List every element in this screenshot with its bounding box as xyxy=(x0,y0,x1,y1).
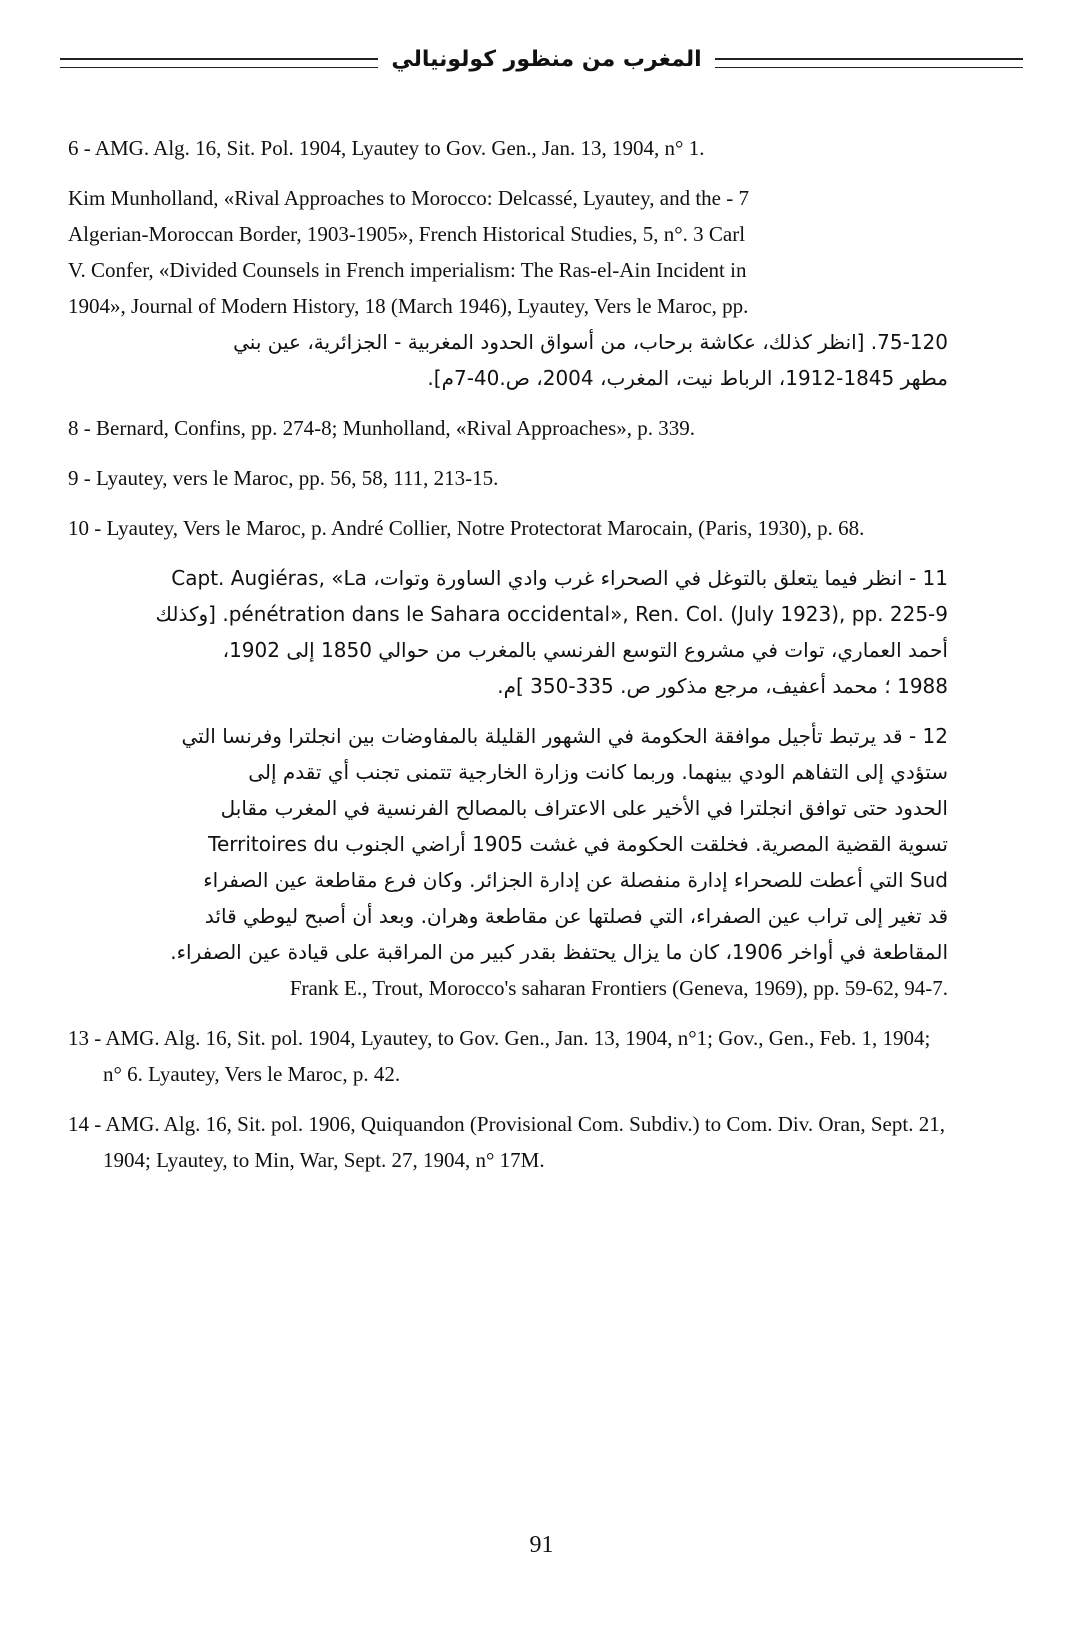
footnote-8: 8 - Bernard, Confins, pp. 274-8; Munholland, «Rival Approaches», p. 339. xyxy=(68,416,696,440)
footnote-14: 14 - AMG. Alg. 16, Sit. pol. 1906, Quiquandon (Provisional Com. Subdiv.) to Com. Div. Oran, Sept. 21, 1904; Lyautey, to Min, War, Sept. 27, 1904, n° 17M. xyxy=(68,1112,945,1172)
footnote-9: 9 - Lyautey, vers le Maroc, pp. 56, 58, 111, 213-15. xyxy=(68,466,499,490)
footnote-11-line-4: 1988 ؛ محمد أعفيف، مرجع مذكور ص. 335-350 ]م. xyxy=(497,674,948,698)
footnote-7-line-2: Algerian-Moroccan Border, 1903-1905», French Historical Studies, 5, n°. 3 Carl xyxy=(68,222,746,246)
footnote-11-line-1: 11 - انظر فيما يتعلق بالتوغل في الصحراء غرب وادي الساورة وتوات، Capt. Augiéras, «La xyxy=(171,566,948,590)
footnote-7 xyxy=(68,180,948,396)
footnote-6: 6 - AMG. Alg. 16, Sit. Pol. 1904, Lyautey to Gov. Gen., Jan. 13, 1904, n° 1. xyxy=(68,136,705,160)
footnote-12-line-6: قد تغير إلى تراب عين الصفراء، التي فصلتها عن مقاطعة وهران. وبعد أن أصبح ليوطي قائد xyxy=(204,904,948,928)
footnote-12-line-7: المقاطعة في أواخر 1906، كان ما يزال يحتفظ بقدر كبير من المراقبة على قيادة عين الصفراء. xyxy=(170,940,948,964)
running-header xyxy=(60,40,1023,80)
footnote-12-line-1: 12 - قد يرتبط تأجيل موافقة الحكومة في الشهور القليلة بالمفاوضات بين انجلترا وفرنسا التي xyxy=(181,724,948,748)
page-number: 91 xyxy=(529,1532,554,1558)
footnote-7-line-5: 75-120. [انظر كذلك، عكاشة برحاب، من أسواق الحدود المغربية - الجزائرية، عين بني xyxy=(233,330,948,354)
footnote-12-line-2: ستؤدي إلى التفاهم الودي بينهما. وربما كانت وزارة الخارجية تتمنى تجنب أي تقدم إلى xyxy=(248,760,948,784)
footnote-10: 10 - Lyautey, Vers le Maroc, p. André Collier, Notre Protectorat Marocain, (Paris, 1930), p. 68. xyxy=(68,516,865,540)
footnote-12-line-8: Frank E., Trout, Morocco's saharan Frontiers (Geneva, 1969), pp. 59-62, 94-7. xyxy=(289,976,948,1000)
footnote-12-line-3: الحدود حتى توافق انجلترا في الأخير على الاعتراف بالمصالح الفرنسية في المغرب مقابل xyxy=(220,796,948,820)
footnote-12 xyxy=(68,718,948,1006)
footnote-7-line-6: مطهر 1845-1912، الرباط نيت، المغرب، 2004، ص.40-7م]. xyxy=(427,366,948,390)
footnote-11-line-2: pénétration dans le Sahara occidental», Ren. Col. (July 1923), pp. 225-9. [وكذلك xyxy=(155,602,948,626)
footnotes xyxy=(68,130,948,1192)
footnote-7-line-3: V. Confer, «Divided Counsels in French imperialism: The Ras-el-Ain Incident in xyxy=(68,258,747,282)
footnote-13: 13 - AMG. Alg. 16, Sit. pol. 1904, Lyautey, to Gov. Gen., Jan. 13, 1904, n°1; Gov., Gen., Feb. 1, 1904; n° 6. Lyautey, Vers le Maroc, p. 42. xyxy=(68,1026,931,1086)
header-rule-right xyxy=(715,58,1023,68)
footnote-11-line-3: أحمد العماري، توات في مشروع التوسع الفرنسي بالمغرب من حوالي 1850 إلى 1902، xyxy=(222,638,948,662)
footnote-7-line-4: 1904», Journal of Modern History, 18 (March 1946), Lyautey, Vers le Maroc, pp. xyxy=(68,294,749,318)
footnote-12-line-4: تسوية القضية المصرية. فخلقت الحكومة في غشت 1905 أراضي الجنوب Territoires du xyxy=(208,832,948,856)
footnote-12-line-5: Sud التي أعطت للصحراء إدارة منفصلة عن إدارة الجزائر. وكان فرع مقاطعة عين الصفراء xyxy=(203,868,948,892)
footnote-7-line-1: Kim Munholland, «Rival Approaches to Morocco: Delcassé, Lyautey, and the - 7 xyxy=(68,186,749,210)
header-rule-left xyxy=(60,58,378,68)
header-title: المغرب من منظور كولونيالي xyxy=(391,47,702,72)
footnote-11 xyxy=(68,560,948,704)
